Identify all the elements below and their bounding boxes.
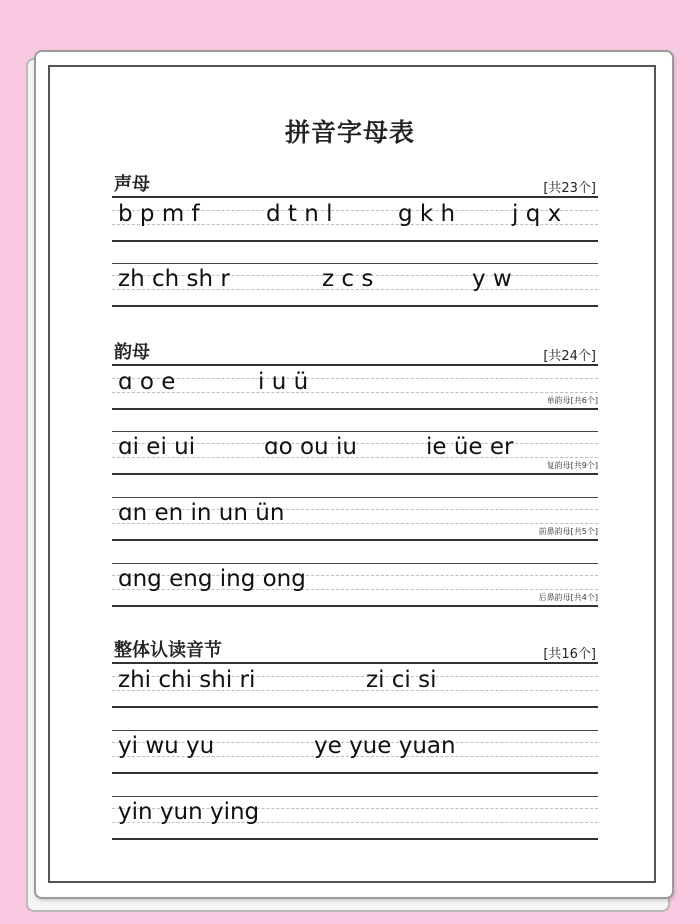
section-count-whole-syllables: [共16个] [543,647,596,662]
pinyin-row-finals-2 [112,431,598,475]
section-header-whole-syllables [112,638,598,664]
section-header-initials [112,172,598,198]
pinyin-group: y w [472,266,512,292]
pinyin-group: ie üe er [426,434,514,460]
pinyin-group: yi wu yu [118,733,215,759]
pinyin-group: d t n l [266,201,333,227]
section-count-initials: [共23个] [543,181,596,196]
pinyin-group: zi ci si [366,667,437,693]
pinyin-group: ɑo ou iu [264,434,357,460]
pinyin-row-whole-1 [112,664,598,708]
pinyin-group: g k h [398,201,456,227]
pinyin-group: ɑi ei ui [118,434,196,460]
section-header-finals [112,340,598,366]
pinyin-row-whole-2 [112,730,598,774]
row-note: 复韵母[共9个] [546,461,598,470]
pinyin-row-finals-4 [112,563,598,607]
section-title-whole-syllables: 整体认读音节 [114,640,222,661]
pinyin-group: b p m f [118,201,200,227]
section-title-initials: 声母 [114,174,150,195]
row-note: 后鼻韵母[共4个] [538,593,598,602]
section-title-finals: 韵母 [114,342,150,363]
pinyin-group: ɑ o e [118,369,176,395]
pinyin-group: zh ch sh r [118,266,230,292]
row-note: 前鼻韵母[共5个] [538,527,598,536]
pinyin-row-whole-3 [112,796,598,840]
pinyin-row-finals-1 [112,366,598,410]
pinyin-group: j q x [512,201,562,227]
pinyin-row-finals-3 [112,497,598,541]
section-count-finals: [共24个] [543,349,596,364]
pinyin-group: z c s [322,266,374,292]
pinyin-row-initials-1 [112,198,598,242]
pinyin-group: zhi chi shi ri [118,667,256,693]
pinyin-group: yin yun ying [118,799,260,825]
row-note: 单韵母[共6个] [546,396,598,405]
pinyin-group: i u ü [258,369,309,395]
page-title: 拼音字母表 [284,118,415,147]
pinyin-group: ɑng eng ing ong [118,566,306,592]
pinyin-group: ɑn en in un ün [118,500,285,526]
pinyin-group: ye yue yuan [314,733,456,759]
pinyin-row-initials-2 [112,263,598,307]
